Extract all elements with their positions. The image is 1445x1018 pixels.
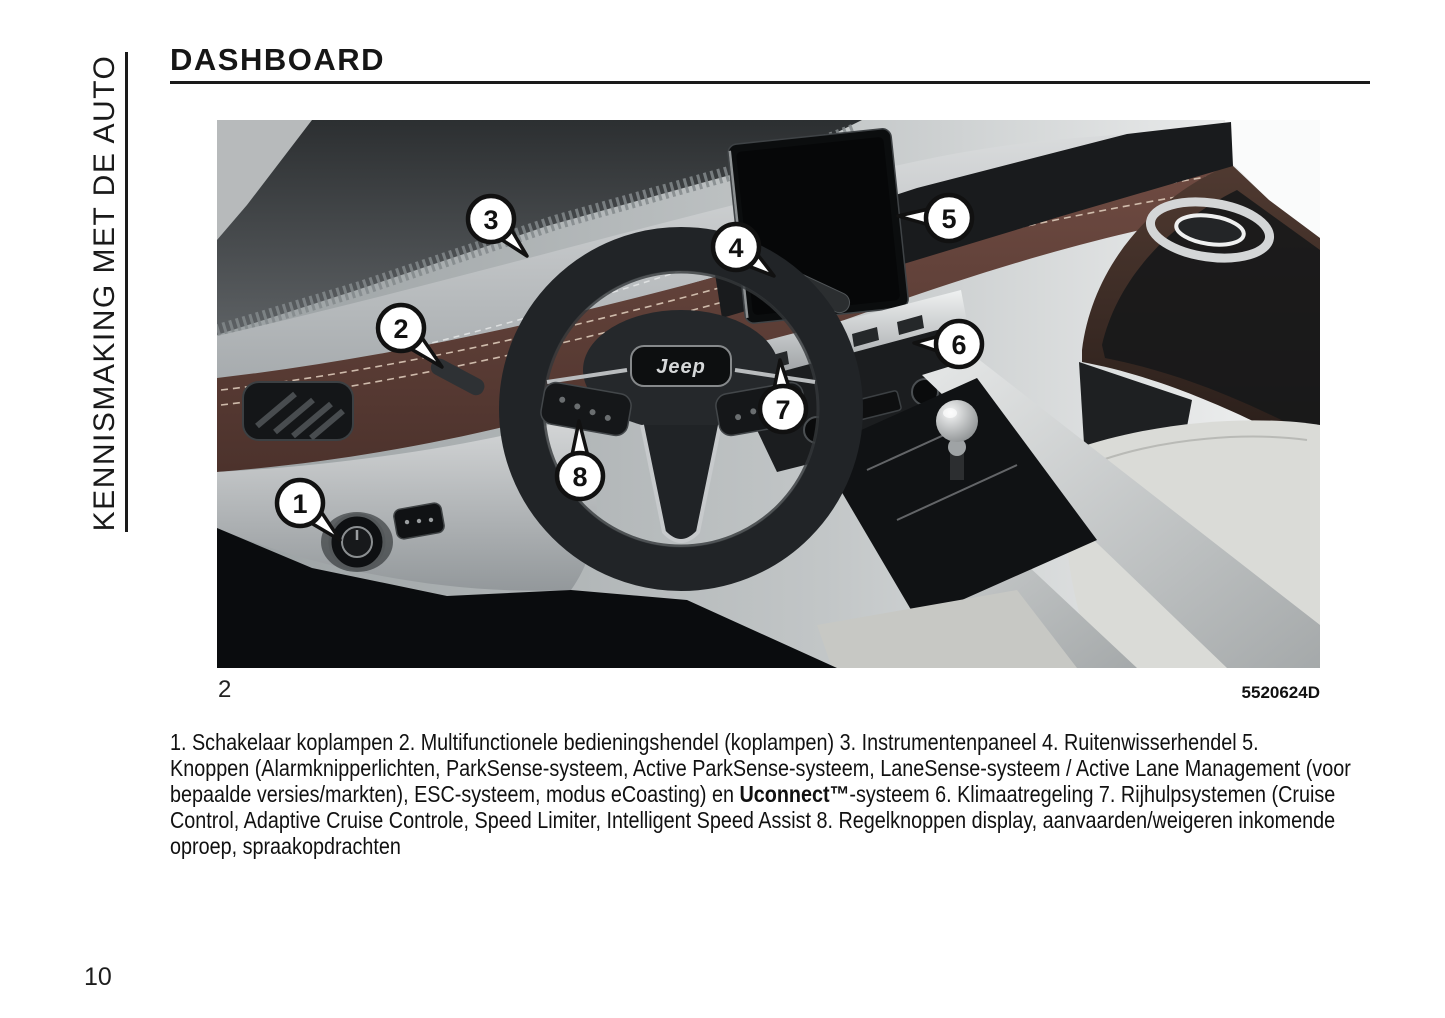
caption-line-4: Control, Adaptive Cruise Controle, Speed Limiter, Intelligent Speed Assist 8. Regelknoppen display, aanvaarden/weigeren inkomende	[170, 807, 1336, 833]
page-title-block	[170, 44, 1370, 84]
page-title: DASHBOARD	[170, 42, 385, 77]
svg-text:Jeep: Jeep	[656, 356, 706, 378]
figure-number: 2	[218, 676, 232, 703]
svg-text:3: 3	[483, 205, 499, 235]
page-number: 10	[84, 963, 112, 991]
svg-text:1: 1	[292, 489, 308, 519]
svg-text:7: 7	[775, 395, 791, 425]
caption-line-3-pre: bepaalde versies/markten), ESC-systeem, modus eCoasting) en	[170, 781, 740, 807]
dashboard-photo	[217, 120, 1320, 668]
dashboard-figure	[217, 120, 1320, 668]
caption-line-5: oproep, spraakopdrachten	[170, 833, 401, 859]
svg-text:8: 8	[572, 462, 588, 492]
caption-uconnect-bold: Uconnect™	[739, 781, 850, 807]
headlight-switch	[321, 512, 393, 572]
caption-line-3-post: -systeem 6. Klimaatregeling 7. Rijhulpsystemen (Cruise	[849, 781, 1336, 807]
sidebar-divider-line	[125, 52, 128, 532]
svg-text:6: 6	[951, 330, 967, 360]
figure-caption	[170, 729, 1380, 859]
svg-text:2: 2	[393, 314, 409, 344]
left-air-vent	[243, 382, 353, 440]
svg-text:5: 5	[941, 204, 957, 234]
figure-code: 5520624D	[1241, 683, 1320, 702]
caption-line-3	[170, 781, 1336, 807]
svg-text:4: 4	[728, 233, 744, 263]
caption-line-2: Knoppen (Alarmknipperlichten, ParkSense-systeem, Active ParkSense-systeem, LaneSense-systeem / Active Lane Management (voor	[170, 755, 1351, 781]
jeep-logo	[631, 346, 731, 386]
sidebar-section-title: KENNISMAKING MET DE AUTO	[88, 54, 121, 532]
caption-line-1: 1. Schakelaar koplampen 2. Multifunctionele bedieningshendel (koplampen) 3. Instrumentenpaneel 4. Ruitenwisserhendel 5.	[170, 729, 1259, 755]
